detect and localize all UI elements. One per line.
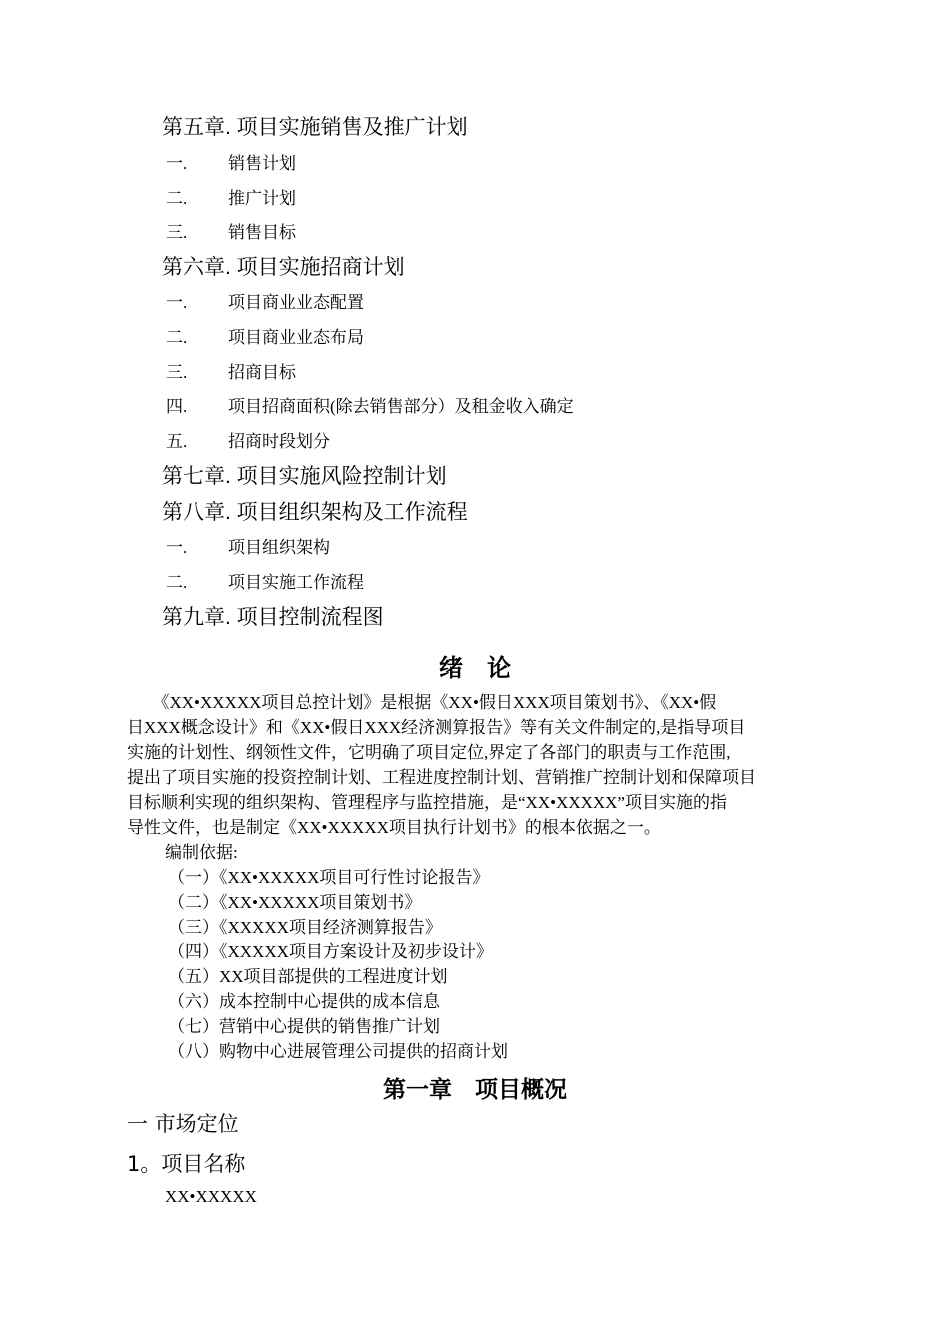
intro-paragraph-line: 导性文件，也是制定《XX•XXXXX项目执行计划书》的根本依据之一。 <box>127 818 661 837</box>
intro-paragraph-line: 提出了项目实施的投资控制计划、工程进度控制计划、营销推广控制计划和保障项目 <box>127 768 756 787</box>
basis-item: （八）购物中心进展管理公司提供的招商计划 <box>168 1042 508 1061</box>
toc-chapter-7: 第七章. 项目实施风险控制计划 <box>162 465 447 488</box>
toc-item-text: 项目商业业态布局 <box>228 328 364 347</box>
toc-item-number: 一. <box>166 538 188 557</box>
basis-item: （二）《XX•XXXXX项目策划书》 <box>168 893 422 912</box>
toc-item-text: 项目招商面积(除去销售部分）及租金收入确定 <box>228 397 574 416</box>
toc-item-text: 项目商业业态配置 <box>228 293 364 312</box>
toc-chapter-9: 第九章. 项目控制流程图 <box>162 606 384 629</box>
intro-paragraph-line: 日XXX概念设计》和《XX•假日XXX经济测算报告》等有关文件制定的,是指导项目 <box>127 718 746 737</box>
basis-label: 编制依据: <box>165 843 238 862</box>
toc-item-number: 一. <box>166 154 188 173</box>
section-heading: 一 市场定位 <box>127 1112 239 1136</box>
toc-item-number: 一. <box>166 293 188 312</box>
toc-item-number: 二. <box>166 573 188 592</box>
project-name: XX•XXXXX <box>165 1187 257 1206</box>
toc-item-text: 推广计划 <box>228 189 296 208</box>
basis-item: （四）《XXXXX项目方案设计及初步设计》 <box>168 942 493 961</box>
basis-item: （五）XX项目部提供的工程进度计划 <box>168 967 448 986</box>
intro-title: 绪 论 <box>439 654 511 682</box>
toc-item-number: 三. <box>166 223 188 242</box>
toc-chapter-6: 第六章. 项目实施招商计划 <box>162 256 405 279</box>
toc-item-number: 五. <box>166 432 188 451</box>
toc-item-text: 项目组织架构 <box>228 538 330 557</box>
toc-item-text: 项目实施工作流程 <box>228 573 364 592</box>
toc-item-number: 二. <box>166 189 188 208</box>
intro-paragraph-line: 《XX•XXXXX项目总控计划》是根据《XX•假日XXX项目策划书》、《XX•假 <box>127 693 717 712</box>
toc-item-text: 销售目标 <box>228 223 296 242</box>
intro-paragraph-line: 目标顺利实现的组织架构、管理程序与监控措施，是“XX•XXXXX”项目实施的指 <box>127 793 727 812</box>
toc-item-number: 三. <box>166 363 188 382</box>
basis-item: （六）成本控制中心提供的成本信息 <box>168 992 440 1011</box>
basis-item: （七）营销中心提供的销售推广计划 <box>168 1017 440 1036</box>
toc-item-number: 二. <box>166 328 188 347</box>
basis-item: （三）《XXXXX项目经济测算报告》 <box>168 918 442 937</box>
toc-item-number: 四. <box>166 397 188 416</box>
intro-paragraph-line: 实施的计划性、纲领性文件，它明确了项目定位,界定了各部门的职责与工作范围, <box>127 743 731 762</box>
toc-chapter-8: 第八章. 项目组织架构及工作流程 <box>162 501 468 524</box>
chapter-1-title: 第一章 项目概况 <box>383 1077 567 1103</box>
toc-chapter-5: 第五章. 项目实施销售及推广计划 <box>162 116 468 139</box>
toc-item-text: 销售计划 <box>228 154 296 173</box>
basis-item: （一）《XX•XXXXX项目可行性讨论报告》 <box>168 868 490 887</box>
subsection-heading: 1。项目名称 <box>127 1152 246 1176</box>
toc-item-text: 招商时段划分 <box>228 432 330 451</box>
toc-item-text: 招商目标 <box>228 363 296 382</box>
